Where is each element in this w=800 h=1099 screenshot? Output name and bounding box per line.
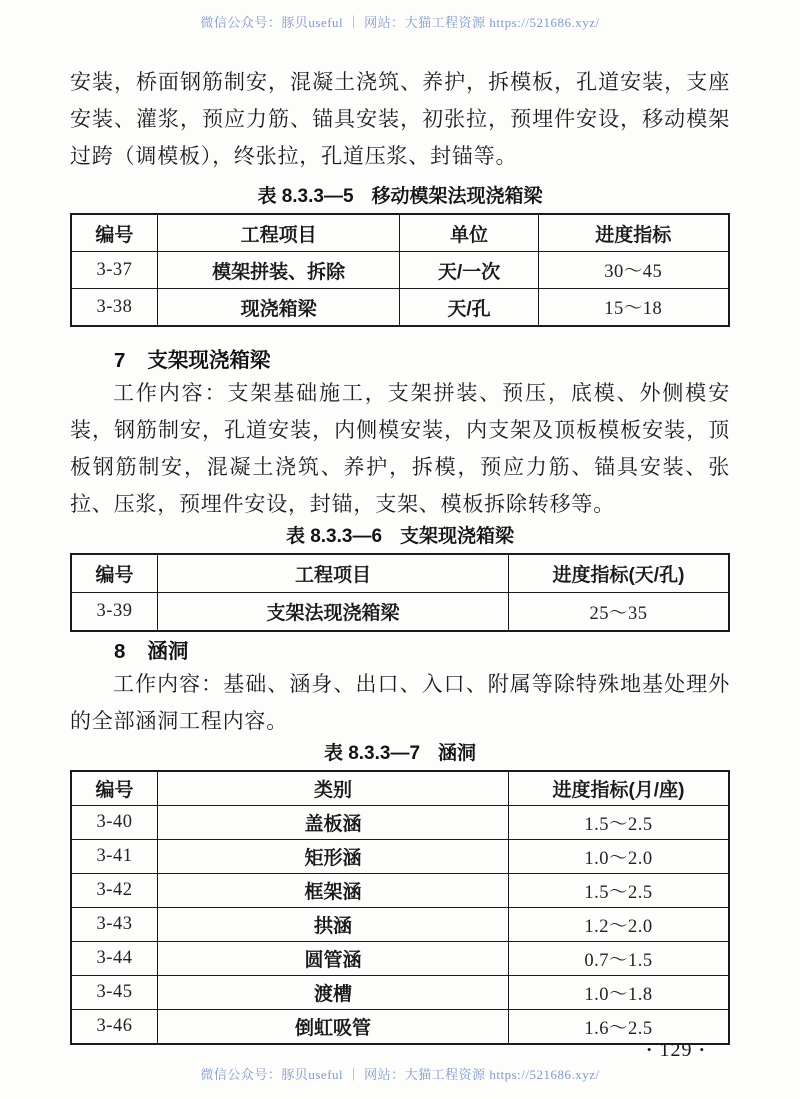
- table-culverts: [70, 770, 730, 1045]
- cell-category: 渡槽: [158, 976, 509, 1010]
- table-row: [71, 806, 729, 840]
- cell-unit: 天/孔: [400, 289, 538, 327]
- section-7-title: 支架现浇箱梁: [147, 349, 271, 372]
- cell-index: 1.0～2.0: [508, 840, 729, 874]
- section-8-number: 8: [114, 640, 126, 663]
- table-row: [71, 1010, 729, 1045]
- cell-no: 3-46: [71, 1010, 158, 1045]
- watermark-footer: 微信公众号：豚贝useful ｜ 网站：大猫工程资源 https://521686.xyz/: [200, 1067, 600, 1082]
- table-row: [71, 289, 729, 327]
- table-6-title: [70, 524, 730, 550]
- section-7-paragraph: 工作内容：支架基础施工，支架拼装、预压，底模、外侧模安装，钢筋制安，孔道安装，内侧模安装，内支架及顶板模板安装，顶板钢筋制安，混凝土浇筑、养护，拆模，预应力筋、锚具安装、张拉、压浆，预埋件安设，封锚，支架、模板拆除转移等。: [70, 381, 730, 516]
- cell-no: 3-41: [71, 840, 158, 874]
- header-cell-index: 进度指标(月/座): [508, 771, 729, 806]
- cell-index: 0.7～1.5: [508, 942, 729, 976]
- watermark-header: 微信公众号：豚贝useful ｜ 网站：大猫工程资源 https://521686.xyz/: [200, 15, 600, 30]
- table-row: [71, 908, 729, 942]
- table-6-name: 支架现浇箱梁: [400, 526, 515, 547]
- table-5-title: [70, 184, 730, 210]
- header-cell-index: 进度指标(天/孔): [508, 554, 729, 593]
- cell-category: 盖板涵: [158, 806, 509, 840]
- section-8-heading: [114, 638, 730, 666]
- header-cell-no: 编号: [71, 214, 157, 252]
- header-cell-project: 工程项目: [157, 214, 400, 252]
- cell-no: 3-39: [71, 593, 158, 632]
- page-number: [640, 1038, 712, 1062]
- header-cell-category: 类别: [158, 771, 509, 806]
- section-7-heading: [114, 347, 730, 375]
- section-8-paragraph: 工作内容：基础、涵身、出口、入口、附属等除特殊地基处理外的全部涵洞工程内容。: [70, 672, 730, 733]
- cell-no: 3-45: [71, 976, 158, 1010]
- page-content: [70, 64, 730, 1045]
- table-row: [71, 840, 729, 874]
- cell-project: 现浇箱梁: [157, 289, 400, 327]
- table-moving-formwork-box-girder: [70, 213, 730, 327]
- cell-category: 圆管涵: [158, 942, 509, 976]
- cell-index: 25～35: [508, 593, 729, 632]
- cell-no: 3-42: [71, 874, 158, 908]
- header-cell-index: 进度指标: [538, 214, 729, 252]
- cell-no: 3-38: [71, 289, 157, 327]
- cell-index: 30～45: [538, 252, 729, 289]
- cell-category: 倒虹吸管: [158, 1010, 509, 1045]
- cell-index: 1.5～2.5: [508, 874, 729, 908]
- cell-no: 3-37: [71, 252, 157, 289]
- table-5-name: 移动模架法现浇箱梁: [371, 186, 543, 207]
- cell-project: 模架拼装、拆除: [157, 252, 400, 289]
- table-row: [71, 593, 729, 632]
- cell-index: 15～18: [538, 289, 729, 327]
- header-cell-project: 工程项目: [158, 554, 509, 593]
- cell-category: 框架涵: [158, 874, 509, 908]
- table-header-row: [71, 554, 729, 593]
- header-cell-unit: 单位: [400, 214, 538, 252]
- cell-index: 1.6～2.5: [508, 1010, 729, 1045]
- table-7-name: 涵洞: [438, 743, 477, 764]
- page-number-dot-left: •: [646, 1042, 653, 1057]
- page-number-dot-right: •: [699, 1042, 705, 1057]
- cell-no: 3-40: [71, 806, 158, 840]
- cell-no: 3-44: [71, 942, 158, 976]
- cell-category: 拱涵: [158, 908, 509, 942]
- table-header-row: [71, 771, 729, 806]
- cell-index: 1.2～2.0: [508, 908, 729, 942]
- table-6-label: 表 8.3.3—6: [285, 526, 383, 547]
- page-number-value: 129: [659, 1039, 693, 1061]
- table-row: [71, 942, 729, 976]
- cell-index: 1.5～2.5: [508, 806, 729, 840]
- cell-project: 支架法现浇箱梁: [158, 593, 509, 632]
- cell-no: 3-43: [71, 908, 158, 942]
- section-8-title: 涵洞: [147, 640, 189, 663]
- cell-category: 矩形涵: [158, 840, 509, 874]
- table-7-label: 表 8.3.3—7: [323, 743, 421, 764]
- table-row: [71, 976, 729, 1010]
- header-cell-no: 编号: [71, 771, 158, 806]
- table-5-label: 表 8.3.3—5: [257, 186, 354, 207]
- table-header-row: [71, 214, 729, 252]
- table-falsework-box-girder: [70, 553, 730, 632]
- table-row: [71, 874, 729, 908]
- cell-unit: 天/一次: [400, 252, 538, 289]
- table-row: [71, 252, 729, 289]
- intro-paragraph: 安装，桥面钢筋制安，混凝土浇筑、养护，拆模板，孔道安装，支座安装、灌浆，预应力筋、锚具安装，初张拉，预埋件安设，移动模架过跨（调模板），终张拉，孔道压浆、封锚等。: [70, 70, 730, 168]
- header-cell-no: 编号: [71, 554, 158, 593]
- table-7-title: [70, 741, 730, 767]
- section-7-number: 7: [114, 349, 126, 372]
- cell-index: 1.0～1.8: [508, 976, 729, 1010]
